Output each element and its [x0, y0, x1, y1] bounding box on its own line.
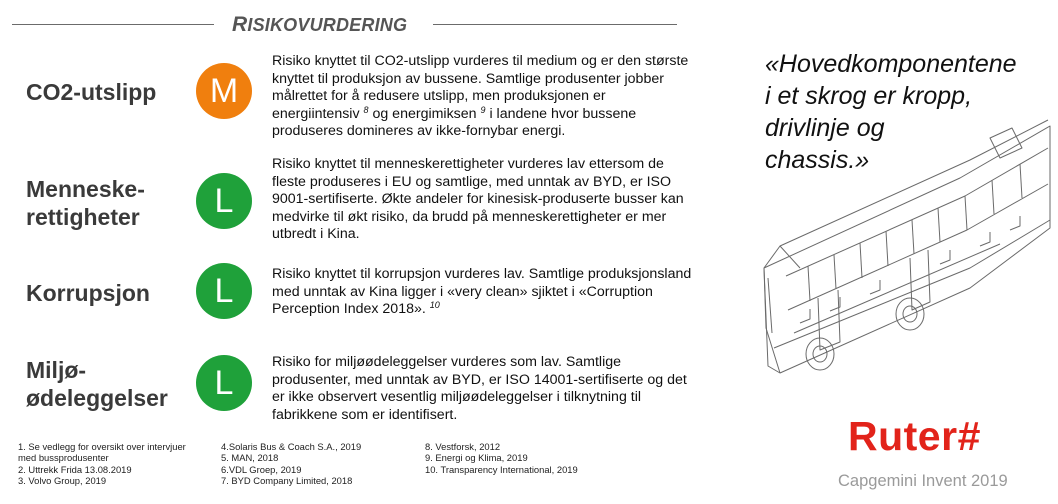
footnotes-col2: 4.Solaris Bus & Coach S.A., 2019 5. MAN, 2018 6.VDL Groep, 2019 7. BYD Company Limited, 2018 — [221, 441, 362, 487]
quote: «Hovedkomponentene i et skrog er kropp, drivlinje og chassis.» — [765, 50, 1017, 174]
risk-label: Menneske- rettigheter — [26, 176, 145, 230]
footnotes-col3: 8. Vestforsk, 2012 9. Energi og Klima, 2019 10. Transparency International, 2019 — [425, 441, 578, 475]
risk-level-badge: L — [196, 355, 252, 411]
risk-level-badge: M — [196, 63, 252, 119]
bus-wireframe-illustration — [760, 118, 1056, 380]
footnotes-col1: 1. Se vedlegg for oversikt over intervjuer med bussprodusenter 2. Uttrekk Frida 13.08.2019 3. Volvo Group, 2019 — [18, 441, 186, 487]
risk-description: Risiko knyttet til CO2-utslipp vurderes til medium og er den største knyttet til produksjon av bussene. Samtlige produsenter jobber målrettet for å redusere utslipp, men produksjonen er energiintensiv $^8$ og energimiksen $^9$ i landene hvor bussene produseres domineres av ikke-fornybar energi. — [272, 53, 689, 140]
risk-label: Miljø- ødeleggelser — [26, 357, 168, 411]
risk-label: Korrupsjon — [26, 280, 150, 306]
section-header — [0, 8, 690, 38]
risk-level-badge: L — [196, 173, 252, 229]
header-rule-right — [433, 24, 677, 25]
risk-description: Risiko knyttet til menneskerettigheter vurderes lav ettersom de fleste produseres i EU og samtlige, med unntak av BYD, er ISO 9001-sertifiserte. Økte andeler for kinesisk-produserte busser kan medvirke til økt risiko, da brudd på menneskerettigheter er mer utbredt i Kina. — [272, 156, 684, 243]
section-title: RISIKOVURDERING — [232, 13, 408, 36]
risk-description: Risiko knyttet til korrupsjon vurderes lav. Samtlige produksjonsland med unntak av Kina ligger i «very clean» sjiktet i «Corruption Perception Index 2018». $^{10}$ — [272, 266, 692, 318]
risk-label: CO2-utslipp — [26, 79, 157, 105]
risk-description: Risiko for miljøødeleggelser vurderes som lav. Samtlige produsenter, med unntak av BYD, er ISO 14001-sertifiserte og det er ikke observert vesentlig miljøødeleggelser i tilknytning til fabrikkene som er identifisert. — [272, 354, 687, 423]
ruter-logo: Ruter# — [848, 413, 981, 459]
header-rule-left — [12, 24, 214, 25]
credit-text: Capgemini Invent 2019 — [838, 472, 1008, 490]
risk-level-badge: L — [196, 263, 252, 319]
